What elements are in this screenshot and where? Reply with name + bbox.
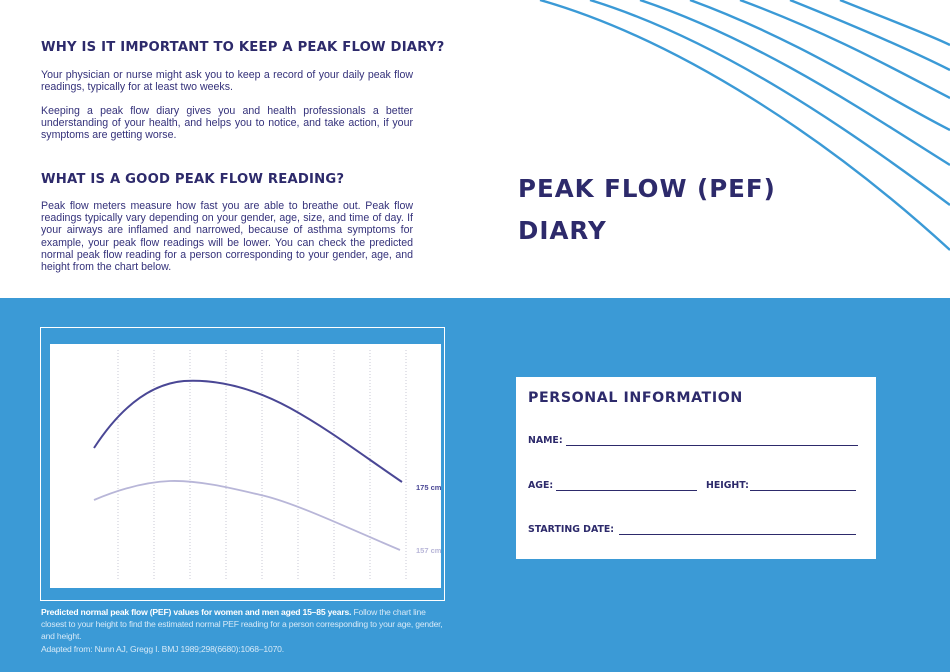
diary-title-line-2: DIARY [518,216,607,245]
height-field[interactable] [750,490,856,491]
why-diary-heading: WHY IS IT IMPORTANT TO KEEP A PEAK FLOW DIARY? [41,40,445,55]
chart-svg [50,344,441,588]
peak-flow-chart [50,344,441,588]
why-diary-paragraph-2: Keeping a peak flow diary gives you and health professionals a better understanding of your health, and helps you to notice, and take action, if your symptoms are getting worse. [41,105,413,142]
why-diary-paragraph-1: Your physician or nurse might ask you to keep a record of your daily peak flow readings, typically for at least two weeks. [41,69,413,94]
diary-title [518,168,776,252]
series-line-157cm [94,481,400,550]
series-label-175cm: 175 cm [416,483,441,492]
age-field[interactable] [556,490,697,491]
height-label: HEIGHT: [706,480,749,491]
decorative-arcs [530,0,950,298]
personal-info-box [516,377,876,559]
diary-title-line-1: PEAK FLOW (PEF) [518,174,776,203]
age-label: AGE: [528,480,554,491]
chart-caption-text: Follow the chart line closest to your height to find the estimated normal PEF reading for a person corresponding to your age, gender, and height. [41,607,443,642]
name-label: NAME: [528,435,563,446]
series-line-175cm [94,381,402,482]
series-label-157cm: 157 cm [416,546,441,555]
chart-caption-source: Adapted from: Nunn AJ, Gregg I. BMJ 1989;298(6680):1068–1070. [41,643,284,654]
good-reading-heading: WHAT IS A GOOD PEAK FLOW READING? [41,172,345,187]
chart-caption [41,606,447,655]
personal-info-title: PERSONAL INFORMATION [528,390,743,406]
starting-date-label: STARTING DATE: [528,524,615,535]
chart-caption-bold: Predicted normal peak flow (PEF) values for women and men aged 15–85 years. [41,607,352,617]
starting-date-field[interactable] [619,534,856,535]
good-reading-paragraph: Peak flow meters measure how fast you are able to breathe out. Peak flow readings typically vary depending on your gender, age, size, and time of day. If your airways are inflamed and narrowed, because of asthma symptoms for example, your peak flow readings will be lower. You can check the predicted normal peak flow reading for a person corresponding to your gender, age, and height from the chart below. [41,200,413,274]
name-field[interactable] [566,445,858,446]
